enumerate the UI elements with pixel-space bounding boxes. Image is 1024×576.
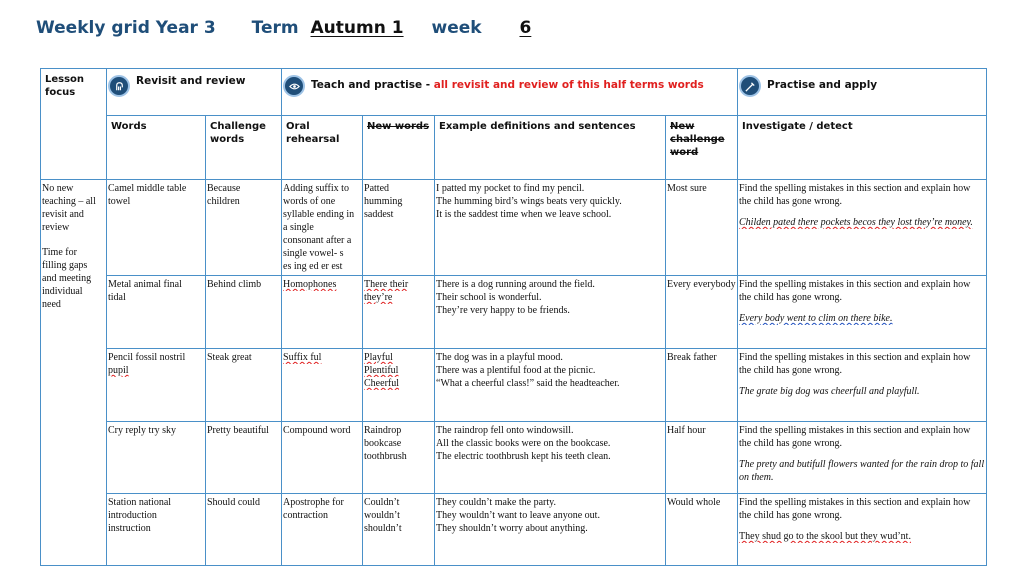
subheader-row (41, 116, 987, 180)
investigate-cell: Find the spelling mistakes in this section and explain how the child has gone wrong. The grate big dog was cheerfull and playfull. (738, 349, 987, 422)
section-header-row (41, 69, 987, 116)
new-words-cell: Patted humming saddest (363, 180, 435, 276)
new-challenge-cell: Would whole (666, 494, 738, 566)
term-label: Term (251, 18, 299, 38)
words-cell: Camel middle table towel (107, 180, 206, 276)
table-row (41, 494, 987, 566)
investigate-cell: Find the spelling mistakes in this section and explain how the child has gone wrong. They shud go to the skool but they wud’nt. (738, 494, 987, 566)
error-sentence: Every body went to clim on there bike. (739, 313, 893, 324)
new-challenge-header: New challenge word (666, 116, 738, 180)
investigate-cell: Find the spelling mistakes in this section and explain how the child has gone wrong. Childen pated there pockets becos they lost they’re money. (738, 180, 987, 276)
error-sentence: The grate big dog was cheerfull and playfull. (739, 386, 920, 397)
examples-cell: The raindrop fell onto windowsill. All the classic books were on the bookcase. The electric toothbrush kept his teeth clean. (435, 422, 666, 494)
new-words-header: New words (363, 116, 435, 180)
teach-note: all revisit and review of this half terms words (433, 79, 704, 91)
words-cell: Station national introduction instruction (107, 494, 206, 566)
error-sentence: Childen pated there pockets becos they lost they’re money. (739, 217, 973, 228)
examples-cell: I patted my pocket to find my pencil. The humming bird’s wings beats very quickly. It is the saddest time when we leave school. (435, 180, 666, 276)
lesson-focus-header: Lesson focus (41, 69, 107, 180)
table-row (41, 349, 987, 422)
challenge-cell: Should could (206, 494, 282, 566)
examples-header: Example definitions and sentences (435, 116, 666, 180)
challenge-cell: Steak great (206, 349, 282, 422)
new-challenge-cell: Half hour (666, 422, 738, 494)
revisit-icon (108, 75, 130, 97)
challenge-cell: Because children (206, 180, 282, 276)
new-challenge-cell: Break father (666, 349, 738, 422)
page-title: Weekly grid Year 3 (36, 18, 216, 38)
oral-cell: Homophones (282, 276, 363, 349)
practise-icon (739, 75, 761, 97)
teach-icon (283, 75, 305, 97)
page-header (36, 18, 531, 38)
investigate-cell: Find the spelling mistakes in this section and explain how the child has gone wrong. Every body went to clim on there bike. (738, 276, 987, 349)
error-sentence: The prety and butifull flowers wanted for the rain drop to fall on them. (739, 459, 985, 483)
challenge-cell: Behind climb (206, 276, 282, 349)
oral-cell: Apostrophe for contraction (282, 494, 363, 566)
words-header: Words (107, 116, 206, 180)
revisit-header: Revisit and review (107, 69, 282, 116)
words-cell: Pencil fossil nostril pupil (107, 349, 206, 422)
investigate-cell: Find the spelling mistakes in this section and explain how the child has gone wrong. The prety and butifull flowers wanted for the rain drop to fall on them. (738, 422, 987, 494)
examples-cell: The dog was in a playful mood. There was a plentiful food at the picnic. “What a cheerful class!” said the headteacher. (435, 349, 666, 422)
oral-cell: Suffix ful (282, 349, 363, 422)
error-sentence: They shud go to the skool but they wud’nt. (739, 531, 911, 542)
new-challenge-cell: Most sure (666, 180, 738, 276)
oral-cell: Compound word (282, 422, 363, 494)
challenge-cell: Pretty beautiful (206, 422, 282, 494)
words-cell: Cry reply try sky (107, 422, 206, 494)
week-label: week (431, 18, 482, 38)
table-row (41, 276, 987, 349)
term-value: Autumn 1 (310, 18, 404, 38)
table-row (41, 180, 987, 276)
new-words-cell: Raindrop bookcase toothbrush (363, 422, 435, 494)
investigate-header: Investigate / detect (738, 116, 987, 180)
examples-cell: There is a dog running around the field. Their school is wonderful. They’re very happy to be friends. (435, 276, 666, 349)
new-words-cell: There their they’re (363, 276, 435, 349)
oral-cell: Adding suffix to words of one syllable ending in a single consonant after a single vowel- s es ing ed er est (282, 180, 363, 276)
week-value: 6 (519, 18, 532, 38)
weekly-grid-table (40, 68, 987, 566)
oral-rehearsal-header: Oral rehearsal (282, 116, 363, 180)
examples-cell: They couldn’t make the party. They wouldn’t want to leave anyone out. They shouldn’t worry about anything. (435, 494, 666, 566)
table-row (41, 422, 987, 494)
lesson-focus-cell: No new teaching – all revisit and review Time for filling gaps and meeting individual need (41, 180, 107, 566)
practise-header: Practise and apply (738, 69, 987, 116)
teach-header: Teach and practise - all revisit and review of this half terms words (282, 69, 738, 116)
new-challenge-cell: Every everybody (666, 276, 738, 349)
challenge-words-header: Challenge words (206, 116, 282, 180)
new-words-cell: Couldn’t wouldn’t shouldn’t (363, 494, 435, 566)
words-cell: Metal animal final tidal (107, 276, 206, 349)
new-words-cell: Playful Plentiful Cheerful (363, 349, 435, 422)
